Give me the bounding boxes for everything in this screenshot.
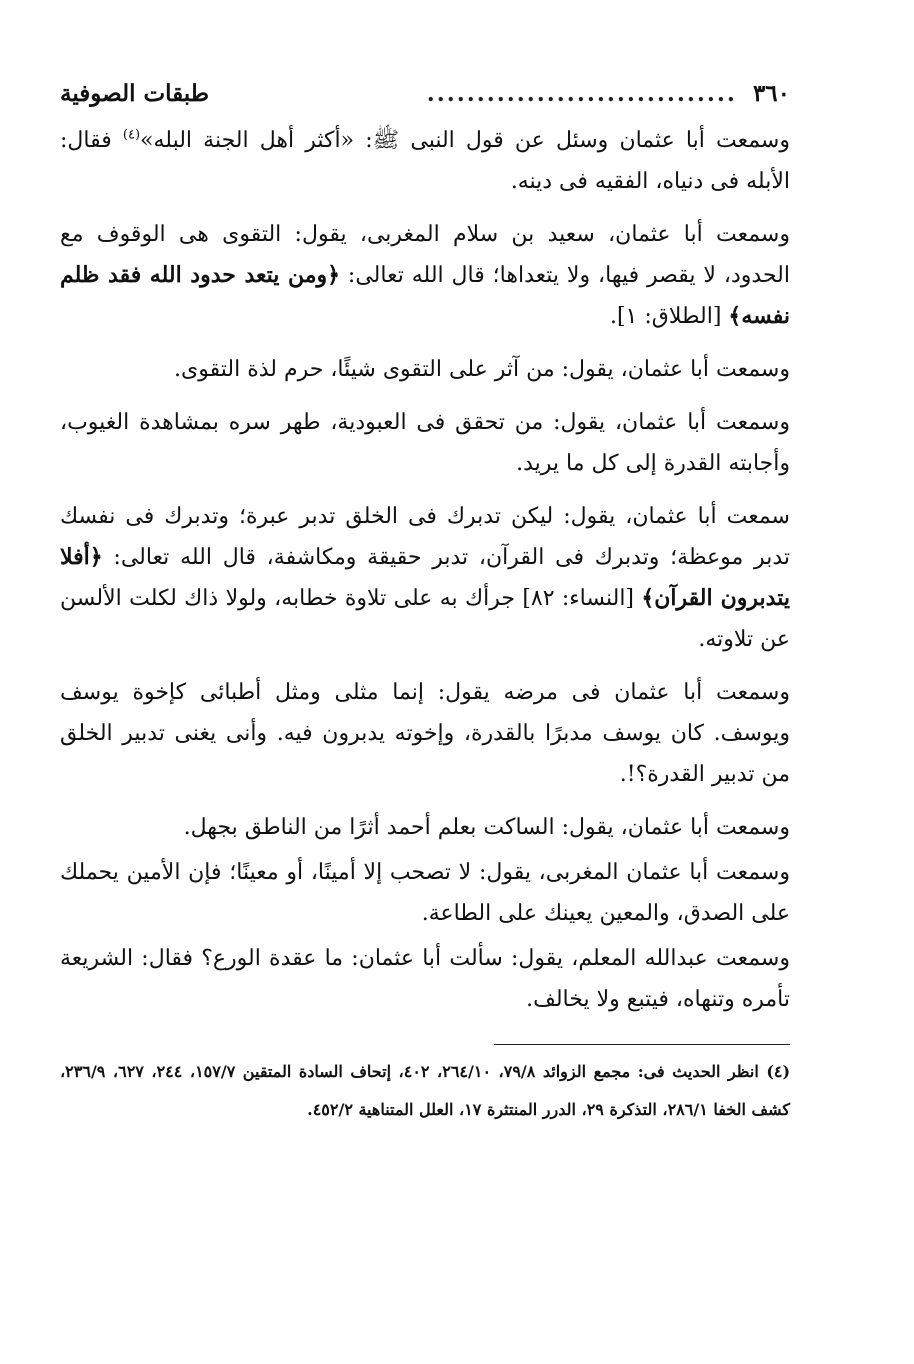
paragraph — [60, 402, 790, 484]
paragraph — [60, 807, 790, 848]
quran-verse: ﴿ومن يتعد حدود الله فقد ظلم نفسه﴾ — [60, 262, 790, 329]
paragraph — [60, 214, 790, 337]
page — [60, 80, 790, 1129]
footnote: (٤) انظر الحديث فى: مجمع الزوائد ٧٩/٨، ٢٦٤/١٠، ٤٠٢، إتحاف السادة المتقين ١٥٧/٧، ٢٤٤، ٦٢٧، ٢٣٦/٩، كشف الخفا ٢٨٦/١، التذكرة ٢٩، الدرر المنتثرة ١٧، العلل المتناهية ٤٥٢/٢. — [60, 1062, 791, 1119]
quran-verse: ﴿أفلا يتدبرون القرآن﴾ — [60, 544, 790, 611]
page-number: ٣٦٠ — [752, 80, 790, 107]
paragraph-text: وسمعت أبا عثمان وسئل عن قول النبى ﷺ: «أكثر أهل الجنة البله» — [140, 128, 790, 153]
header-leader-dots: ............................... — [426, 80, 737, 107]
paragraph-text: [النساء: ٨٢] جرأك به على تلاوة خطابه، ولولا ذاك لكلت الألسن عن تلاوته. — [60, 586, 790, 652]
footnote-marker: (٤) — [122, 127, 141, 143]
paragraph-text: وسمعت أبا عثمان، يقول: الساكت بعلم أحمد أثرًا من الناطق بجهل. — [183, 815, 790, 840]
paragraph — [60, 120, 790, 202]
book-title: طبقات الصوفية — [60, 80, 210, 107]
paragraph-text: سمعت أبا عثمان، يقول: ليكن تدبرك فى الخلق تدبر عبرة؛ وتدبرك فى نفسك تدبر موعظة؛ وتدبرك فى القرآن، تدبر حقيقة ومكاشفة، قال الله تعالى: — [60, 504, 790, 570]
paragraph-text: وسمعت أبا عثمان فى مرضه يقول: إنما مثلى ومثل أطبائى كإخوة يوسف ويوسف. كان يوسف مدبرًا بالقدرة، وإخوته يدبرون فيه. وأنى يغنى تدبير الخلق من تدبير القدرة؟!. — [60, 680, 790, 787]
paragraph — [60, 672, 790, 795]
body-text — [60, 120, 790, 1020]
running-header — [60, 80, 790, 120]
paragraph-text: وسمعت أبا عثمان، سعيد بن سلام المغربى، يقول: التقوى هى الوقوف مع الحدود، لا يقصر فيها، ولا يتعداها؛ قال الله تعالى: — [60, 222, 790, 288]
paragraph-text: وسمعت عبدالله المعلم، يقول: سألت أبا عثمان: ما عقدة الورع؟ فقال: الشريعة تأمره وتنهاه، فيتبع ولا يخالف. — [60, 946, 790, 1012]
paragraph — [60, 938, 790, 1020]
footnote-divider — [494, 1044, 790, 1045]
paragraph-text: وسمعت أبا عثمان، يقول: من آثر على التقوى شيئًا، حرم لذة التقوى. — [174, 357, 790, 382]
paragraph — [60, 852, 790, 934]
paragraph-text: وسمعت أبا عثمان، يقول: من تحقق فى العبودية، طهر سره بمشاهدة الغيوب، وأجابته القدرة إلى كل ما يريد. — [60, 410, 790, 476]
paragraph-text: [الطلاق: ١]. — [609, 304, 729, 329]
paragraph — [60, 496, 790, 660]
paragraph-text: فقال: الأبله فى دنياه، الفقيه فى دينه. — [60, 128, 790, 194]
paragraph-text: وسمعت أبا عثمان المغربى، يقول: لا تصحب إلا أمينًا، أو معينًا؛ فإن الأمين يحملك على الصدق، والمعين يعينك على الطاعة. — [60, 860, 790, 926]
paragraph — [60, 349, 790, 390]
